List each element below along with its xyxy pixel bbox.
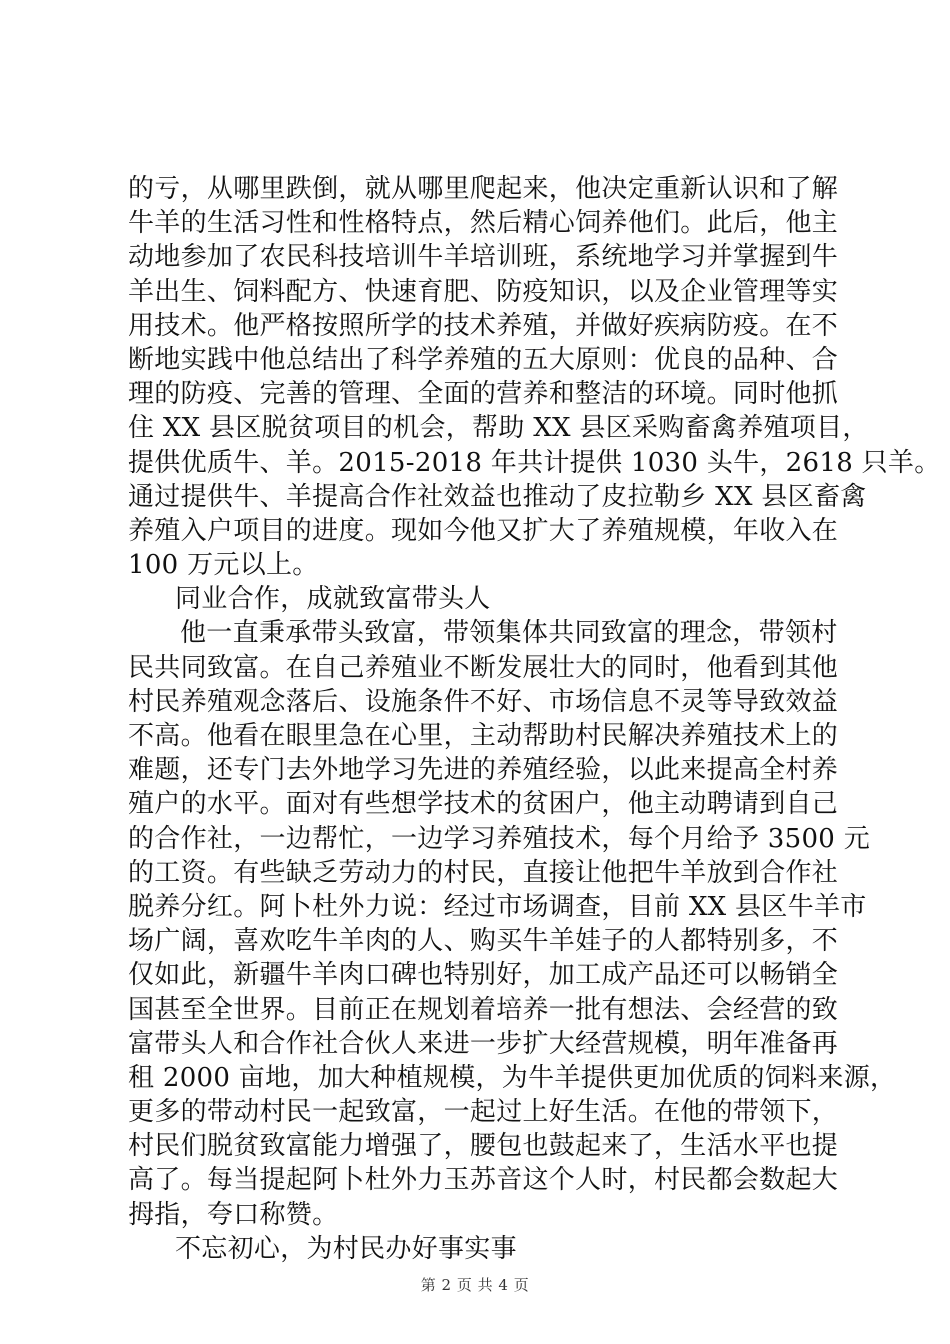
body-line: 拇指，夸口称赞。 xyxy=(128,1199,339,1230)
body-line: 村民养殖观念落后、设施条件不好、市场信息不灵等导致效益 xyxy=(128,686,839,717)
body-line: 养殖入户项目的进度。现如今他又扩大了养殖规模，年收入在 xyxy=(128,515,839,546)
body-line: 更多的带动村民一起致富，一起过上好生活。在他的带领下， xyxy=(128,1097,839,1128)
body-line: 提供优质牛、羊。2015-2018 年共计提供 1030 头牛，2618 只羊。 xyxy=(128,447,941,478)
body-line: 村民们脱贫致富能力增强了，腰包也鼓起来了，生活水平也提 xyxy=(128,1131,839,1162)
page-footer: 第 2 页 共 4 页 xyxy=(420,1276,530,1294)
body-line: 牛羊的生活习性和性格特点，然后精心饲养他们。此后，他主 xyxy=(128,208,839,239)
body-line: 不高。他看在眼里急在心里，主动帮助村民解决养殖技术上的 xyxy=(128,721,839,751)
section-heading: 不忘初心，为村民办好事实事 xyxy=(175,1233,517,1264)
body-line: 民共同致富。在自己养殖业不断发展壮大的同时，他看到其他 xyxy=(128,652,839,683)
body-line: 100 万元以上。 xyxy=(128,550,319,581)
body-line: 富带头人和合作社合伙人来进一步扩大经营规模，明年准备再 xyxy=(128,1028,839,1059)
body-line: 他一直秉承带头致富，带领集体共同致富的理念，带领村 xyxy=(180,618,838,649)
body-line: 仅如此，新疆牛羊肉口碑也特别好，加工成产品还可以畅销全 xyxy=(128,960,839,991)
body-line: 高了。每当提起阿卜杜外力玉苏音这个人时，村民都会数起大 xyxy=(128,1165,839,1196)
body-line: 断地实践中他总结出了科学养殖的五大原则：优良的品种、合 xyxy=(128,344,839,375)
body-line: 的工资。有些缺乏劳动力的村民，直接让他把牛羊放到合作社 xyxy=(128,857,839,888)
body-line: 的亏，从哪里跌倒，就从哪里爬起来，他决定重新认识和了解 xyxy=(128,174,839,204)
body-line: 住 XX 县区脱贫项目的机会，帮助 XX 县区采购畜禽养殖项目， xyxy=(128,413,869,444)
body-line: 动地参加了农民科技培训牛羊培训班，系统地学习并掌握到牛 xyxy=(128,242,839,273)
body-line: 脱养分红。阿卜杜外力说：经过市场调查，目前 XX 县区牛羊市 xyxy=(128,891,867,922)
body-line: 租 2000 亩地，加大种植规模，为牛羊提供更加优质的饲料来源， xyxy=(128,1062,897,1093)
body-line: 通过提供牛、羊提高合作社效益也推动了皮拉勒乡 XX 县区畜禽 xyxy=(128,481,867,512)
document-body xyxy=(128,172,941,1266)
body-line: 羊出生、饲料配方、快速育肥、防疫知识，以及企业管理等实 xyxy=(128,276,839,307)
body-line: 用技术。他严格按照所学的技术养殖，并做好疾病防疫。在不 xyxy=(128,310,839,341)
body-line: 场广阔，喜欢吃牛羊肉的人、购买牛羊娃子的人都特别多，不 xyxy=(128,926,839,957)
body-line: 殖户的水平。面对有些想学技术的贫困户，他主动聘请到自己 xyxy=(128,789,839,820)
body-line: 理的防疫、完善的管理、全面的营养和整洁的环境。同时他抓 xyxy=(128,379,839,410)
section-heading: 同业合作，成就致富带头人 xyxy=(175,584,491,615)
body-line: 国甚至全世界。目前正在规划着培养一批有想法、会经营的致 xyxy=(128,994,839,1025)
body-line: 难题，还专门去外地学习先进的养殖经验，以此来提高全村养 xyxy=(128,755,839,786)
body-line: 的合作社，一边帮忙，一边学习养殖技术，每个月给予 3500 元 xyxy=(128,823,870,854)
